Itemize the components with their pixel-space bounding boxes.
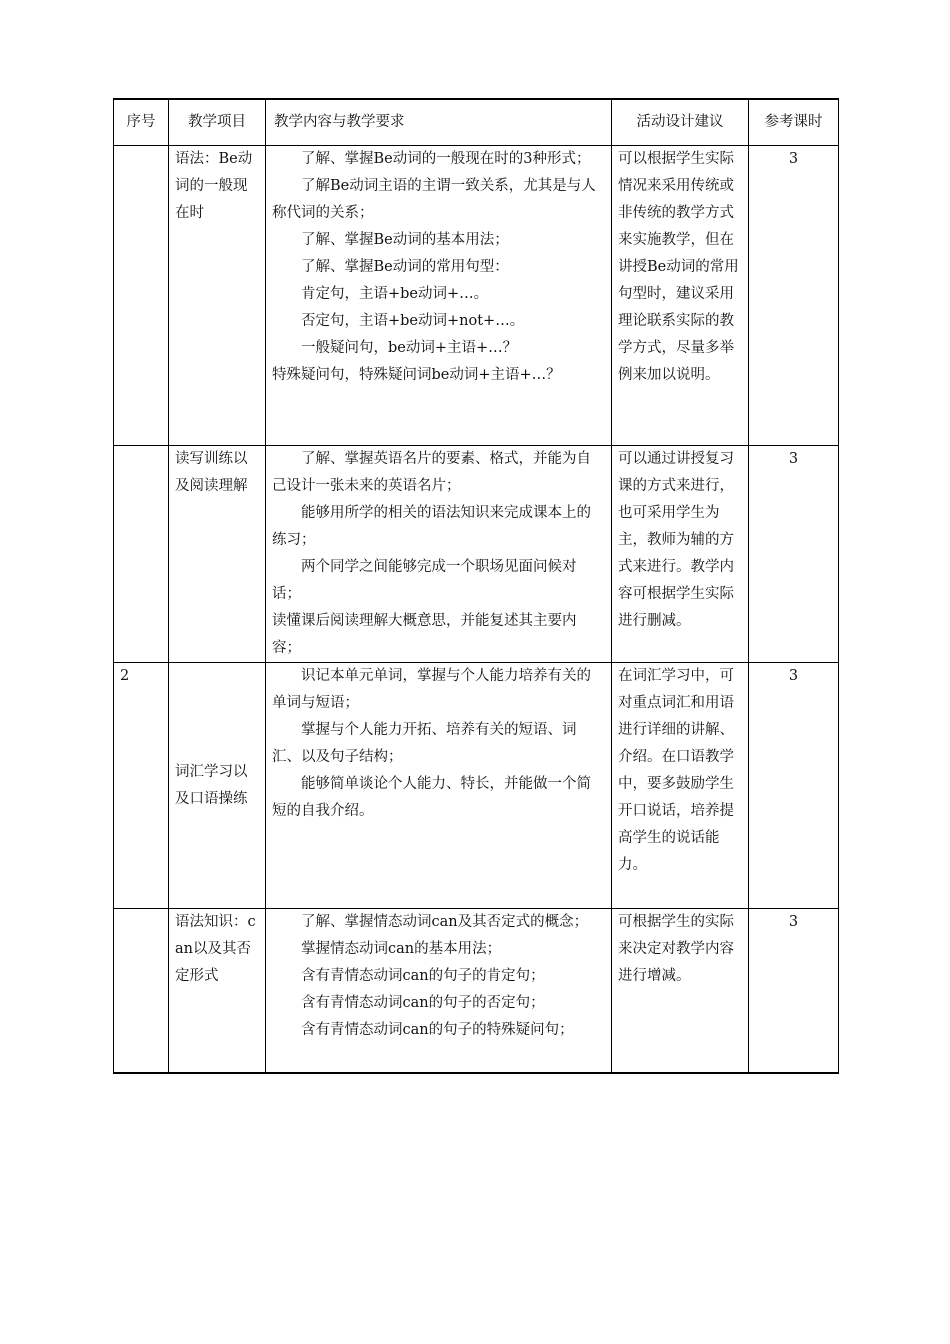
content-line: 了解Be动词主语的主谓一致关系，尤其是与人称代词的关系； [272,178,596,221]
content-line: 特殊疑问句，特殊疑问词be动词+主语+…？ [272,367,561,383]
table-row [114,909,839,1073]
table-header [114,99,839,146]
header-item: 教学项目 [169,99,266,146]
header-row [114,99,839,146]
content-line: 肯定句，主语+be动词+…。 [301,286,489,302]
content-line: 能够简单谈论个人能力、特长，并能做一个简短的自我介绍。 [272,776,591,819]
teaching-content [266,909,612,1073]
content-line: 了解、掌握情态动词can及其否定式的概念； [301,914,589,930]
content-line: 读懂课后阅读理解大概意思，并能复述其主要内容； [272,613,577,656]
content-line: 了解、掌握Be动词的常用句型： [301,259,509,275]
reference-hours: 3 [749,663,839,909]
header-hours: 参考课时 [749,99,839,146]
header-no: 序号 [114,99,169,146]
reference-hours: 3 [749,146,839,446]
content-line: 了解、掌握英语名片的要素、格式，并能为自己设计一张未来的英语名片； [272,451,591,494]
activity-suggestion: 可以根据学生实际情况来采用传统或非传统的教学方式来实施教学，但在讲授Be动词的常用句型时，建议采用理论联系实际的教学方式，尽量多举例来加以说明。 [612,146,749,446]
content-line: 识记本单元单词，掌握与个人能力培养有关的单词与短语； [272,668,591,711]
content-line: 否定句，主语+be动词+not+…。 [301,313,525,329]
table-row [114,663,839,909]
teaching-item: 词汇学习以及口语操练 [169,663,266,909]
content-line: 掌握情态动词can的基本用法； [301,941,502,957]
row-number [114,446,169,663]
teaching-item: 语法知识：can以及其否定形式 [169,909,266,1073]
teaching-content [266,146,612,446]
activity-suggestion: 可以通过讲授复习课的方式来进行，也可采用学生为主，教师为辅的方式来进行。教学内容可根据学生实际进行删减。 [612,446,749,663]
header-activity: 活动设计建议 [612,99,749,146]
content-line: 含有青情态动词can的句子的肯定句； [301,968,545,984]
content-line: 掌握与个人能力开拓、培养有关的短语、词汇、以及句子结构； [272,722,577,765]
activity-suggestion: 可根据学生的实际来决定对教学内容进行增减。 [612,909,749,1073]
content-line: 了解、掌握Be动词的一般现在时的3种形式； [301,151,591,167]
content-line: 含有青情态动词can的句子的否定句； [301,995,545,1011]
table-body [114,146,839,1073]
content-line: 含有青情态动词can的句子的特殊疑问句； [301,1022,574,1038]
syllabus-table [113,98,839,1074]
content-line: 了解、掌握Be动词的基本用法； [301,232,509,248]
teaching-content [266,446,612,663]
teaching-item: 语法：Be动词的一般现在时 [169,146,266,446]
row-number [114,146,169,446]
row-number: 2 [114,663,169,909]
activity-suggestion: 在词汇学习中，可对重点词汇和用语进行详细的讲解、介绍。在口语教学中，要多鼓励学生开口说话，培养提高学生的说话能力。 [612,663,749,909]
content-line: 能够用所学的相关的语法知识来完成课本上的练习； [272,505,591,548]
reference-hours: 3 [749,446,839,663]
teaching-item: 读写训练以及阅读理解 [169,446,266,663]
row-number [114,909,169,1073]
table-row [114,446,839,663]
content-line: 一般疑问句，be动词+主语+…？ [301,340,518,356]
content-line: 两个同学之间能够完成一个职场见面问候对话； [272,559,577,602]
teaching-content [266,663,612,909]
header-content: 教学内容与教学要求 [266,99,612,146]
reference-hours: 3 [749,909,839,1073]
table-row [114,146,839,446]
